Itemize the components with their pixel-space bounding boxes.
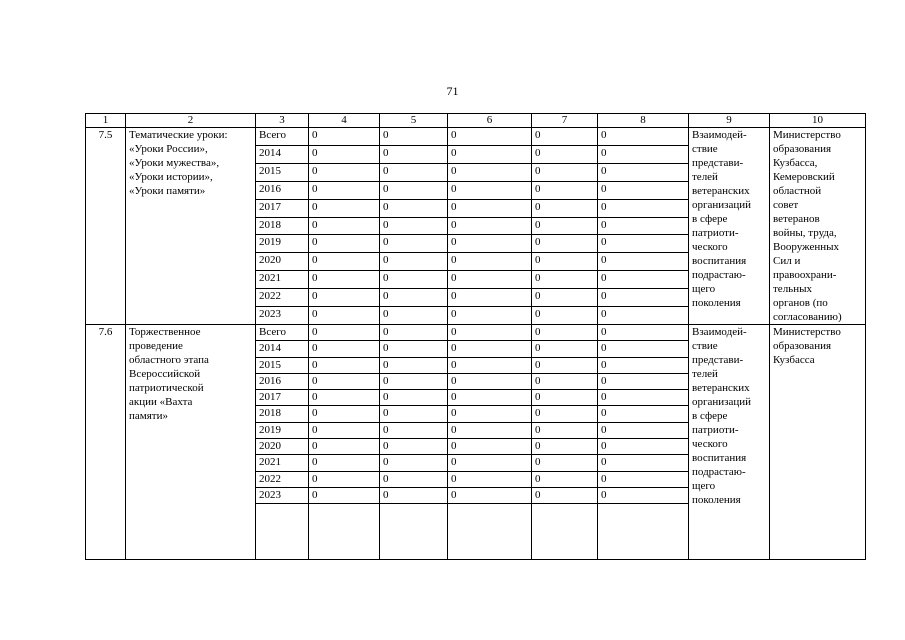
funding-value-cell: 0 [380, 406, 448, 422]
funding-value-cell: 0 [598, 128, 689, 146]
year-cell: 2018 [256, 217, 309, 235]
year-cell: 2020 [256, 439, 309, 455]
funding-value-cell: 0 [380, 471, 448, 487]
funding-value-cell: 0 [598, 289, 689, 307]
funding-value-cell: 0 [532, 271, 598, 289]
funding-value-cell: 0 [380, 307, 448, 325]
column-number: 3 [256, 114, 309, 128]
funding-value-cell: 0 [309, 373, 380, 389]
funding-value-cell: 0 [448, 253, 532, 271]
year-cell: 2019 [256, 235, 309, 253]
funding-value-cell: 0 [309, 406, 380, 422]
funding-value-cell: 0 [380, 145, 448, 163]
funding-value-cell: 0 [380, 422, 448, 438]
funding-value-cell: 0 [532, 455, 598, 471]
column-number: 6 [448, 114, 532, 128]
funding-value-cell: 0 [598, 253, 689, 271]
column-number: 9 [689, 114, 770, 128]
funding-value-cell: 0 [380, 390, 448, 406]
funding-value-cell: 0 [532, 199, 598, 217]
funding-value-cell: 0 [380, 128, 448, 146]
year-cell: 2018 [256, 406, 309, 422]
funding-value-cell: 0 [532, 390, 598, 406]
funding-value-cell: 0 [309, 341, 380, 357]
expected-result-line: ветеранских [692, 185, 750, 197]
funding-value-cell: 0 [598, 373, 689, 389]
funding-value-cell: 0 [380, 455, 448, 471]
funding-value-cell: 0 [598, 271, 689, 289]
year-cell: 2016 [256, 373, 309, 389]
expected-result-line: представи- [692, 354, 744, 366]
funding-value-cell: 0 [598, 235, 689, 253]
program-table [85, 113, 866, 560]
funding-value-cell: 0 [598, 145, 689, 163]
funding-value-cell: 0 [598, 307, 689, 325]
expected-result-line: патриоти- [692, 227, 739, 239]
item-name [126, 325, 256, 560]
funding-value-cell: 0 [448, 181, 532, 199]
funding-value-cell: 0 [448, 439, 532, 455]
item-number: 7.6 [86, 325, 126, 560]
column-number: 7 [532, 114, 598, 128]
funding-value-cell: 0 [380, 487, 448, 503]
expected-result-line: щего [692, 283, 716, 295]
funding-value-cell: 0 [448, 406, 532, 422]
funding-value-cell: 0 [598, 163, 689, 181]
expected-result-line: телей [692, 171, 718, 183]
year-cell: 2022 [256, 471, 309, 487]
responsible-executor-line: Министерство [773, 326, 841, 338]
expected-result [689, 128, 770, 325]
expected-result-line: представи- [692, 157, 744, 169]
column-number: 10 [770, 114, 866, 128]
funding-value-cell: 0 [309, 271, 380, 289]
year-cell: 2015 [256, 163, 309, 181]
item-name-line: акции «Вахта [129, 396, 193, 408]
funding-value-cell: 0 [448, 145, 532, 163]
year-cell: 2021 [256, 455, 309, 471]
item-name-line: «Уроки России», [129, 143, 208, 155]
expected-result-line: ствие [692, 340, 718, 352]
year-cell: Всего [256, 128, 309, 146]
item-number: 7.5 [86, 128, 126, 325]
expected-result-line: воспитания [692, 452, 747, 464]
funding-value-cell: 0 [380, 253, 448, 271]
funding-value-cell: 0 [309, 181, 380, 199]
responsible-executor [770, 325, 866, 560]
responsible-executor-line: областной [773, 185, 822, 197]
expected-result-line: подрастаю- [692, 466, 746, 478]
funding-value-cell: 0 [380, 181, 448, 199]
expected-result-line: ческого [692, 241, 728, 253]
year-cell: 2019 [256, 422, 309, 438]
responsible-executor-line: войны, труда, [773, 227, 837, 239]
year-cell: 2023 [256, 307, 309, 325]
funding-value-cell: 0 [309, 217, 380, 235]
funding-value-cell: 0 [380, 217, 448, 235]
column-number-row [86, 114, 866, 128]
funding-value-cell: 0 [448, 163, 532, 181]
item-name-line: памяти» [129, 410, 168, 422]
funding-value-cell: 0 [448, 455, 532, 471]
funding-value-cell: 0 [532, 341, 598, 357]
funding-value-cell: 0 [380, 373, 448, 389]
funding-value-cell: 0 [532, 235, 598, 253]
expected-result-line: поколения [692, 297, 741, 309]
blank-cell [380, 504, 448, 560]
funding-value-cell: 0 [448, 390, 532, 406]
funding-value-cell: 0 [532, 422, 598, 438]
expected-result-line: подрастаю- [692, 269, 746, 281]
funding-value-cell: 0 [448, 471, 532, 487]
blank-cell [309, 504, 380, 560]
expected-result-line: в сфере [692, 213, 728, 225]
item-name-line: проведение [129, 340, 183, 352]
year-cell: 2014 [256, 145, 309, 163]
funding-value-cell: 0 [532, 181, 598, 199]
expected-result-line: щего [692, 480, 716, 492]
funding-value-cell: 0 [380, 341, 448, 357]
funding-value-cell: 0 [448, 373, 532, 389]
responsible-executor-line: Министерство [773, 129, 841, 141]
year-cell: 2023 [256, 487, 309, 503]
funding-value-cell: 0 [309, 455, 380, 471]
expected-result-line: ческого [692, 438, 728, 450]
year-cell: 2021 [256, 271, 309, 289]
expected-result-line: поколения [692, 494, 741, 506]
column-number: 1 [86, 114, 126, 128]
expected-result-line: телей [692, 368, 718, 380]
year-cell: Всего [256, 325, 309, 341]
responsible-executor-line: Вооруженных [773, 241, 840, 253]
year-cell: 2015 [256, 357, 309, 373]
expected-result-line: в сфере [692, 410, 728, 422]
year-cell: 2017 [256, 199, 309, 217]
funding-value-cell: 0 [532, 253, 598, 271]
blank-cell [598, 504, 689, 560]
expected-result [689, 325, 770, 560]
funding-value-cell: 0 [448, 235, 532, 253]
funding-value-cell: 0 [309, 307, 380, 325]
responsible-executor [770, 128, 866, 325]
funding-value-cell: 0 [598, 455, 689, 471]
expected-result-line: патриоти- [692, 424, 739, 436]
funding-value-cell: 0 [598, 471, 689, 487]
column-number: 2 [126, 114, 256, 128]
funding-value-cell: 0 [598, 199, 689, 217]
funding-value-cell: 0 [448, 341, 532, 357]
funding-value-cell: 0 [309, 235, 380, 253]
funding-value-cell: 0 [598, 181, 689, 199]
funding-value-cell: 0 [380, 199, 448, 217]
funding-value-cell: 0 [448, 128, 532, 146]
table-row [86, 128, 866, 146]
expected-result-line: Взаимодей- [692, 326, 747, 338]
responsible-executor-line: тельных [773, 283, 812, 295]
item-name-line: «Уроки истории», [129, 171, 213, 183]
funding-value-cell: 0 [309, 289, 380, 307]
funding-value-cell: 0 [532, 357, 598, 373]
funding-value-cell: 0 [598, 487, 689, 503]
funding-value-cell: 0 [532, 439, 598, 455]
funding-value-cell: 0 [532, 406, 598, 422]
column-number: 8 [598, 114, 689, 128]
funding-value-cell: 0 [598, 422, 689, 438]
funding-value-cell: 0 [309, 325, 380, 341]
blank-cell [532, 504, 598, 560]
responsible-executor-line: Кемеровский [773, 171, 835, 183]
funding-value-cell: 0 [380, 271, 448, 289]
funding-value-cell: 0 [309, 390, 380, 406]
expected-result-line: организаций [692, 199, 752, 211]
funding-value-cell: 0 [448, 271, 532, 289]
item-name-line: Тематические уроки: [129, 129, 228, 141]
funding-value-cell: 0 [532, 471, 598, 487]
funding-value-cell: 0 [380, 325, 448, 341]
responsible-executor-line: согласованию) [773, 311, 842, 323]
funding-value-cell: 0 [309, 439, 380, 455]
responsible-executor-line: Кузбасса [773, 354, 815, 366]
responsible-executor-line: совет [773, 199, 799, 211]
funding-value-cell: 0 [448, 422, 532, 438]
responsible-executor-line: образования [773, 340, 832, 352]
funding-value-cell: 0 [380, 357, 448, 373]
expected-result-line: организаций [692, 396, 752, 408]
funding-value-cell: 0 [448, 487, 532, 503]
funding-value-cell: 0 [380, 163, 448, 181]
funding-value-cell: 0 [309, 199, 380, 217]
funding-value-cell: 0 [598, 406, 689, 422]
funding-value-cell: 0 [448, 307, 532, 325]
funding-value-cell: 0 [532, 487, 598, 503]
responsible-executor-line: Кузбасса, [773, 157, 818, 169]
expected-result-line: ствие [692, 143, 718, 155]
page-number: 71 [446, 84, 459, 98]
funding-value-cell: 0 [598, 390, 689, 406]
funding-value-cell: 0 [598, 341, 689, 357]
item-name-line: областного этапа [129, 354, 209, 366]
funding-value-cell: 0 [598, 325, 689, 341]
year-cell: 2014 [256, 341, 309, 357]
funding-value-cell: 0 [598, 217, 689, 235]
funding-value-cell: 0 [598, 439, 689, 455]
blank-cell [256, 504, 309, 560]
funding-value-cell: 0 [448, 357, 532, 373]
responsible-executor-line: Сил и [773, 255, 801, 267]
funding-value-cell: 0 [532, 217, 598, 235]
item-name-line: «Уроки памяти» [129, 185, 206, 197]
funding-value-cell: 0 [448, 289, 532, 307]
funding-value-cell: 0 [380, 289, 448, 307]
funding-value-cell: 0 [380, 439, 448, 455]
item-name [126, 128, 256, 325]
funding-value-cell: 0 [309, 163, 380, 181]
funding-value-cell: 0 [309, 253, 380, 271]
funding-value-cell: 0 [448, 217, 532, 235]
responsible-executor-line: органов (по [773, 297, 828, 309]
funding-value-cell: 0 [532, 163, 598, 181]
funding-value-cell: 0 [309, 128, 380, 146]
funding-value-cell: 0 [309, 357, 380, 373]
blank-cell [448, 504, 532, 560]
year-cell: 2020 [256, 253, 309, 271]
funding-value-cell: 0 [532, 307, 598, 325]
column-number: 5 [380, 114, 448, 128]
expected-result-line: Взаимодей- [692, 129, 747, 141]
funding-value-cell: 0 [532, 289, 598, 307]
expected-result-line: воспитания [692, 255, 747, 267]
funding-value-cell: 0 [309, 145, 380, 163]
year-cell: 2022 [256, 289, 309, 307]
item-name-line: патриотической [129, 382, 204, 394]
funding-value-cell: 0 [380, 235, 448, 253]
responsible-executor-line: правоохрани- [773, 269, 837, 281]
funding-value-cell: 0 [309, 471, 380, 487]
funding-value-cell: 0 [532, 145, 598, 163]
funding-value-cell: 0 [598, 357, 689, 373]
column-number: 4 [309, 114, 380, 128]
item-name-line: Торжественное [129, 326, 201, 338]
responsible-executor-line: образования [773, 143, 832, 155]
year-cell: 2017 [256, 390, 309, 406]
funding-value-cell: 0 [448, 325, 532, 341]
expected-result-line: ветеранских [692, 382, 750, 394]
funding-value-cell: 0 [309, 422, 380, 438]
item-name-line: «Уроки мужества», [129, 157, 220, 169]
item-name-line: Всероссийской [129, 368, 201, 380]
funding-value-cell: 0 [532, 128, 598, 146]
responsible-executor-line: ветеранов [773, 213, 820, 225]
funding-value-cell: 0 [532, 373, 598, 389]
funding-value-cell: 0 [532, 325, 598, 341]
table-row [86, 325, 866, 341]
funding-value-cell: 0 [309, 487, 380, 503]
year-cell: 2016 [256, 181, 309, 199]
funding-value-cell: 0 [448, 199, 532, 217]
